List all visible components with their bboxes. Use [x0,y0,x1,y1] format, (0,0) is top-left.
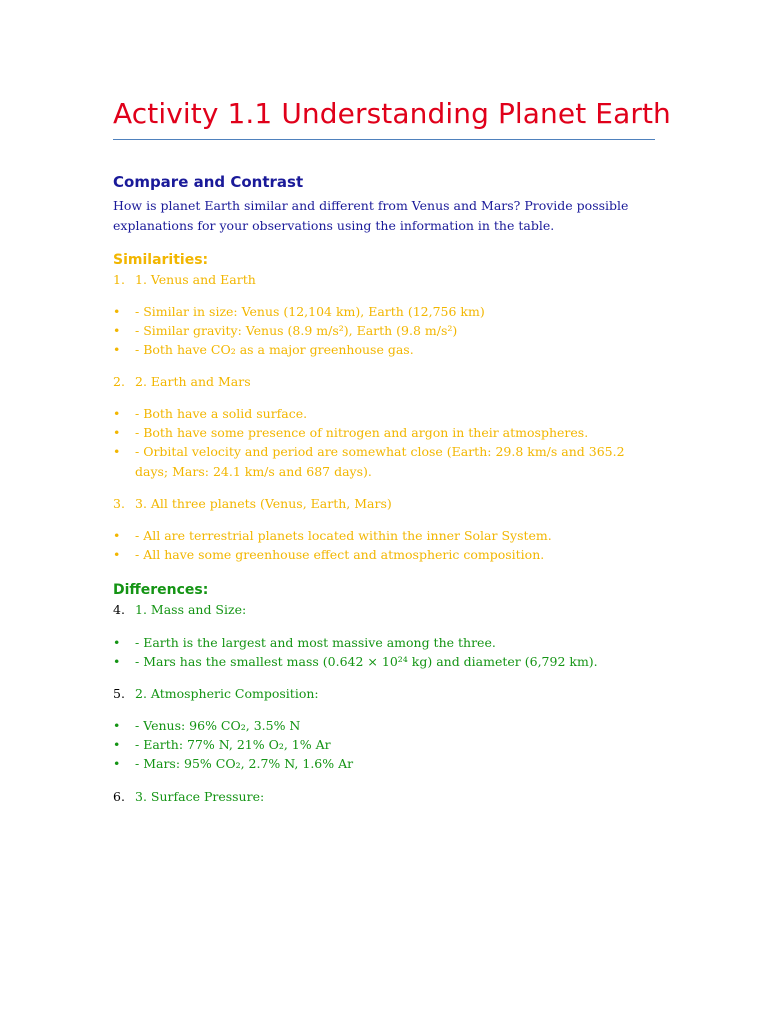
title-underline [113,139,655,140]
similarities-heading: Similarities: [113,252,209,268]
bullet-item [113,735,643,755]
bullet-item [113,526,643,546]
bullet-icon: • [113,756,121,771]
bullet-item [113,302,643,322]
bullet-text: - Venus: 96% CO₂, 3.5% N [135,718,301,733]
list-number: 3. [113,496,125,511]
list-item-label: 1. Mass and Size: [135,602,247,617]
bullet-item [113,404,643,424]
differences-heading: Differences: [113,582,209,598]
bullet-icon: • [113,444,121,459]
bullet-text: - All have some greenhouse effect and atmospheric composition. [135,547,545,562]
bullet-item [113,545,643,565]
page-title: Activity 1.1 Understanding Planet Earth [113,97,671,130]
bullet-icon: • [113,342,121,357]
list-number: 6. [113,789,125,804]
bullet-text: - Similar gravity: Venus (8.9 m/s²), Earth (9.8 m/s²) [135,323,458,338]
intro-paragraph: How is planet Earth similar and different from Venus and Mars? Provide possible explanations for your observations using the information in the table. [113,198,629,233]
list-item-label: 2. Atmospheric Composition: [135,686,319,701]
list-item-label: 3. All three planets (Venus, Earth, Mars) [135,496,392,511]
bullet-text: - Orbital velocity and period are somewhat close (Earth: 29.8 km/s and 365.2 days; Mars: 24.1 km/s and 687 days). [135,444,625,479]
bullet-icon: • [113,654,121,669]
bullet-text: - Both have a solid surface. [135,406,308,421]
bullet-item [113,652,643,672]
bullet-item [113,716,643,736]
bullet-text: - Earth: 77% N, 21% O₂, 1% Ar [135,737,331,752]
bullet-icon: • [113,737,121,752]
list-item-label: 3. Surface Pressure: [135,789,265,804]
bullet-text: - Earth is the largest and most massive among the three. [135,635,496,650]
list-item [113,372,251,392]
bullet-item [113,442,643,481]
bullet-icon: • [113,635,121,650]
bullet-icon: • [113,304,121,319]
bullet-item [113,340,643,360]
list-item [113,270,256,290]
bullet-item [113,423,643,443]
bullet-item [113,321,643,341]
list-item [113,600,246,620]
list-number: 5. [113,686,125,701]
bullet-text: - Mars has the smallest mass (0.642 × 10²⁴ kg) and diameter (6,792 km). [135,654,598,669]
list-item [113,494,392,514]
bullet-icon: • [113,528,121,543]
bullet-icon: • [113,425,121,440]
list-item-label: 2. Earth and Mars [135,374,251,389]
bullet-text: - Similar in size: Venus (12,104 km), Earth (12,756 km) [135,304,485,319]
bullet-item [113,754,643,774]
bullet-icon: • [113,323,121,338]
list-number: 4. [113,602,125,617]
list-number: 1. [113,272,125,287]
compare-contrast-heading: Compare and Contrast [113,173,304,191]
list-item [113,787,264,807]
bullet-text: - Both have CO₂ as a major greenhouse gas. [135,342,414,357]
list-item [113,684,319,704]
bullet-icon: • [113,406,121,421]
bullet-item [113,633,643,653]
bullet-icon: • [113,547,121,562]
list-number: 2. [113,374,125,389]
bullet-text: - Both have some presence of nitrogen and argon in their atmospheres. [135,425,589,440]
bullet-text: - All are terrestrial planets located within the inner Solar System. [135,528,552,543]
list-item-label: 1. Venus and Earth [135,272,256,287]
bullet-text: - Mars: 95% CO₂, 2.7% N, 1.6% Ar [135,756,354,771]
bullet-icon: • [113,718,121,733]
